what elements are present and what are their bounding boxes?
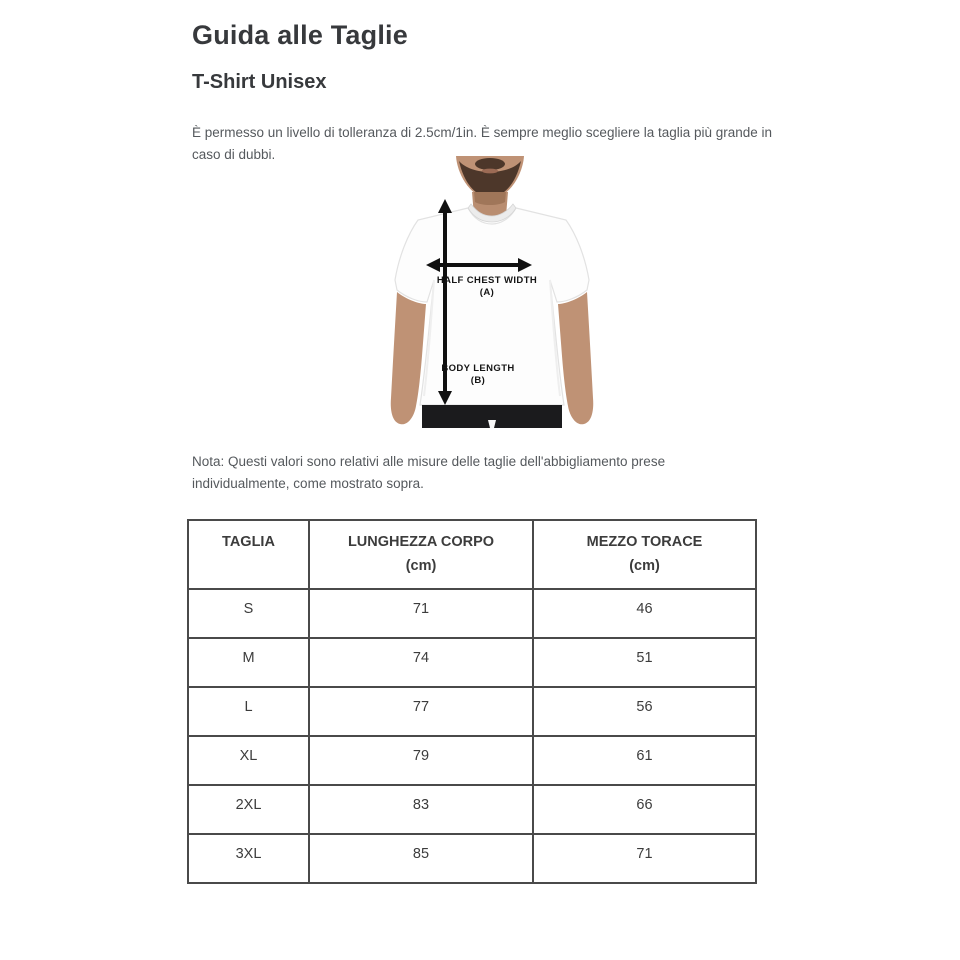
column-header-mezzo-torace (533, 520, 756, 589)
cell-body-length: 79 (309, 736, 533, 785)
cell-half-chest: 61 (533, 736, 756, 785)
cell-size: M (188, 638, 309, 687)
table-row-l (188, 687, 756, 736)
tshirt-measurement-photo (382, 156, 598, 428)
product-subtitle: T-Shirt Unisex (192, 70, 327, 93)
tolerance-intro-text: È permesso un livello di tolleranza di 2.5cm/1in. È sempre meglio scegliere la taglia più grande in caso di dubbi. (192, 124, 773, 162)
size-table (187, 519, 757, 884)
cell-half-chest: 71 (533, 834, 756, 883)
column-header-taglia-label: TAGLIA (222, 534, 275, 550)
cell-size: 3XL (188, 834, 309, 883)
column-header-mezzo-label: MEZZO TORACE (586, 534, 703, 550)
cell-half-chest: 46 (533, 589, 756, 638)
body-length-arrow-top-head (438, 199, 452, 213)
size-table-header-row (188, 520, 756, 589)
cell-body-length: 74 (309, 638, 533, 687)
cell-body-length: 77 (309, 687, 533, 736)
measurement-note-text: Nota: Questi valori sono relativi alle misure delle taglie dell'abbigliamento prese individualmente, come mostrato sopra. (192, 453, 666, 491)
table-row-xl (188, 736, 756, 785)
column-header-mezzo-unit: (cm) (629, 558, 660, 574)
cell-size: XL (188, 736, 309, 785)
body-length-label: BODY LENGTH (441, 363, 515, 374)
table-row-2xl (188, 785, 756, 834)
half-chest-key-label: (A) (479, 287, 495, 298)
column-header-lunghezza-label: LUNGHEZZA CORPO (347, 534, 495, 550)
table-row-3xl (188, 834, 756, 883)
cell-half-chest: 51 (533, 638, 756, 687)
body-length-key-label: (B) (470, 375, 486, 386)
model-neck-shadow (474, 192, 506, 205)
cell-body-length: 71 (309, 589, 533, 638)
model-lips (482, 169, 498, 174)
cell-size: L (188, 687, 309, 736)
cell-body-length: 85 (309, 834, 533, 883)
cell-size: S (188, 589, 309, 638)
table-row-s (188, 589, 756, 638)
table-row-m (188, 638, 756, 687)
model-pants (422, 405, 562, 428)
page-title: Guida alle Taglie (192, 20, 408, 51)
column-header-lunghezza-unit: (cm) (405, 558, 437, 574)
cell-size: 2XL (188, 785, 309, 834)
half-chest-label: HALF CHEST WIDTH (436, 275, 538, 286)
column-header-lunghezza-corpo (309, 520, 533, 589)
tshirt-diagram-svg (382, 156, 598, 428)
cell-body-length: 83 (309, 785, 533, 834)
cell-half-chest: 66 (533, 785, 756, 834)
column-header-taglia (188, 520, 309, 589)
cell-half-chest: 56 (533, 687, 756, 736)
model-mustache (475, 158, 505, 170)
